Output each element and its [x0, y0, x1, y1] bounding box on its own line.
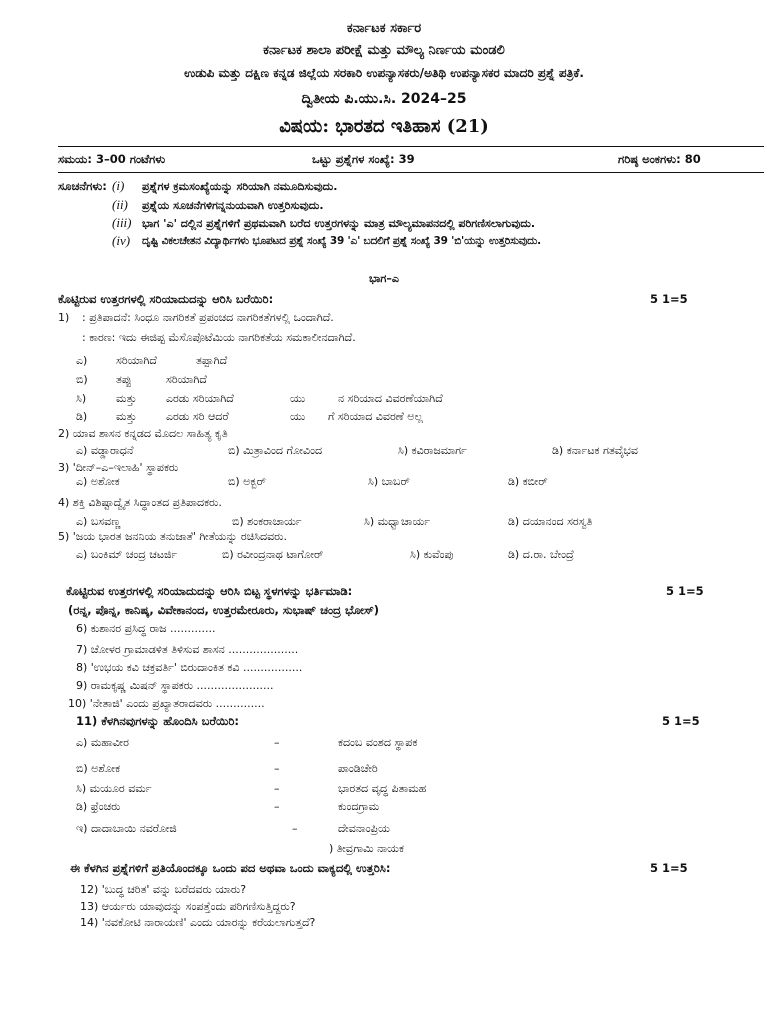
instruction-text: ದೃಷ್ಟಿ ವಿಕಲಚೇತನ ವಿದ್ಯಾರ್ಥಿಗಳು ಭೂಪಟದ ಪ್ರಶ್ನೆ ಸಂಖ್ಯೆ 39 'ಎ' ಬದಲಿಗೆ ಪ್ರಶ್ನೆ ಸಂಖ್ಯೆ 39 'ಬಿ'ಯನ್ನು ಉತ್ತರಿಸುವುದು.	[142, 235, 541, 247]
match-right: ಕುಂದಗ್ರಾಮ	[338, 800, 380, 813]
option-text: ಯು	[290, 410, 306, 423]
part-a-title: ಭಾಗ–ಎ	[369, 272, 399, 285]
reason-text: : ಕಾರಣ: ಇದು ಈಜಿಪ್ಟ ಮೆಸೊಪೊಟೆಮಿಯ ನಾಗರಿಕತೆಯ ಸಮಕಾಲೀನದಾಗಿದೆ.	[82, 331, 356, 344]
short-answer-question: 13) ಆರ್ಯರು ಯಾವುದನ್ನು ಸಂಪತ್ತೆಂದು ಪರಿಗಣಿಸುತ್ತಿದ್ದರು?	[80, 900, 296, 913]
option-a: ಎ) ವಡ್ಡಾರಾಧನೆ	[76, 444, 134, 457]
match-left: ಡಿ) ಫ್ರೆಂಚರು	[76, 800, 121, 813]
option-label: ಡಿ)	[76, 410, 88, 423]
option-text: ಯು	[290, 392, 306, 405]
option-text: ಸರಿಯಾಗಿದೆ	[116, 354, 157, 367]
question-text: 4) ಶಕ್ತಿ ವಿಶಿಷ್ಟಾದ್ವೈತ ಸಿದ್ಧಾಂತದ ಪ್ರತಿಪಾದಕರು.	[58, 496, 222, 509]
option-label: ಸಿ)	[76, 392, 87, 405]
subject-title: ವಿಷಯ: ಭಾರತದ ಇತಿಹಾಸ (21)	[279, 116, 489, 137]
option-text: ಗೆ ಸರಿಯಾದ ವಿವರಣೆ ಅಲ್ಲ	[328, 410, 423, 423]
option-c: ಸಿ) ಮಧ್ವಾಚಾರ್ಯ	[364, 515, 430, 528]
option-d: ಡಿ) ದಯಾನಂದ ಸರಸ್ವತಿ	[508, 515, 593, 528]
fill-blank-question: 8) 'ಉಭಯ ಕವಿ ಚಕ್ರವರ್ತಿ' ಬಿರುದಾಂಕಿತ ಕವಿ .................	[76, 661, 303, 674]
option-b: ಬಿ) ರವೀಂದ್ರನಾಥ ಟಾಗೋರ್	[222, 548, 324, 561]
section-marks: 5 1=5	[650, 292, 688, 306]
short-answer-question: 14) 'ನವಕೋಟಿ ನಾರಾಯಣಿ' ಎಂದು ಯಾರನ್ನು ಕರೆಯಲಾಗುತ್ತದೆ?	[80, 916, 316, 929]
option-c: ಸಿ) ಬಾಬರ್	[368, 475, 410, 488]
option-c: ಸಿ) ಕುವೆಂಪು	[410, 548, 454, 561]
question-text: 3) 'ದೀನ್–ಎ–ಇಲಾಹಿ' ಸ್ಥಾಪಕರು	[58, 461, 179, 474]
option-c: ಸಿ) ಕವಿರಾಜಮಾರ್ಗ	[398, 444, 467, 457]
answer-options: (ರನ್ನ, ಪೊನ್ನ, ಕಾನಿಷ್ಕ, ವಿವೇಕಾನಂದ, ಉತ್ತರಮೇರೂರು, ಸುಭಾಷ್ ಚಂದ್ರ ಭೋಸ್)	[68, 603, 380, 617]
match-right: ಭಾರತದ ವೃದ್ಧ ಪಿತಾಮಹ	[338, 782, 427, 795]
instruction-text: ಭಾಗ 'ಎ' ದಲ್ಲಿನ ಪ್ರಶ್ನೆಗಳಿಗೆ ಪ್ರಥಮವಾಗಿ ಬರೆದ ಉತ್ತರಗಳನ್ನು ಮಾತ್ರ ಮೌಲ್ಯಮಾಪನದಲ್ಲಿ ಪರಿಗಣಿಸಲಾಗುವುದು.	[142, 217, 536, 230]
match-right: ದೇವನಾಂಪ್ರಿಯ	[338, 822, 390, 835]
match-extra-option: ) ತೀವ್ರಗಾಮಿ ನಾಯಕ	[329, 842, 404, 855]
instruction-num: (i)	[112, 178, 125, 193]
option-text: ಎರಡು ಸರಿ ಆದರೆ	[166, 410, 229, 423]
meta-divider	[58, 172, 764, 173]
match-dash: –	[292, 822, 298, 835]
board-title: ಕರ್ನಾಟಕ ಶಾಲಾ ಪರೀಕ್ಷೆ ಮತ್ತು ಮೌಲ್ಯ ನಿರ್ಣಯ ಮಂಡಲಿ	[263, 43, 505, 58]
question-text: 2) ಯಾವ ಶಾಸನ ಕನ್ನಡದ ಮೊದಲ ಸಾಹಿತ್ಯ ಕೃತಿ	[58, 427, 228, 440]
option-b: ಬಿ) ಮಿತ್ರಾವಿಂದ ಗೋವಿಂದ	[228, 444, 323, 457]
match-dash: –	[274, 762, 280, 775]
instruction-text: ಪ್ರಶ್ನೆಗಳ ಕ್ರಮಸಂಖ್ಯೆಯನ್ನು ಸರಿಯಾಗಿ ನಮೂದಿಸುವುದು.	[142, 180, 338, 193]
option-text: ಮತ್ತು	[116, 410, 137, 423]
match-right: ಪಾಂಡಿಚೇರಿ	[338, 762, 378, 775]
instruction-text: ಪ್ರಶ್ನೆಯ ಸೂಚನೆಗಳಿಗನ್ನನುಯವಾಗಿ ಉತ್ತರಿಸುವುದು.	[142, 199, 324, 212]
max-marks: ಗರಿಷ್ಠ ಅಂಕಗಳು: 80	[618, 152, 701, 166]
section-heading: ಕೊಟ್ಟಿರುವ ಉತ್ತರಗಳಲ್ಲಿ ಸರಿಯಾದುದನ್ನು ಆರಿಸಿ ಬಿಟ್ಟ ಸ್ಥಳಗಳನ್ನು ಭರ್ತಿಮಾಡಿ:	[66, 584, 353, 598]
option-text: ಮತ್ತು	[116, 392, 137, 405]
match-left: ಇ) ದಾದಾಬಾಯಿ ನವರೋಜಿ	[76, 822, 177, 835]
question-number: 1)	[58, 311, 70, 324]
option-b: ಬಿ) ಅಕ್ಬರ್	[228, 475, 267, 488]
instruction-num: (iv)	[112, 233, 131, 248]
match-left: ಎ) ಮಹಾವೀರ	[76, 736, 129, 749]
instruction-num: (iii)	[112, 215, 132, 230]
section-heading: ಕೊಟ್ಟಿರುವ ಉತ್ತರಗಳಲ್ಲಿ ಸರಿಯಾದುದನ್ನು ಆರಿಸಿ ಬರೆಯಿರಿ:	[58, 292, 274, 306]
option-d: ಡಿ) ಕಬೀರ್	[508, 475, 548, 488]
top-divider	[58, 146, 764, 147]
fill-blank-question: 6) ಕುಶಾನರ ಪ್ರಸಿದ್ಧ ರಾಜ .............	[76, 622, 216, 635]
district-title: ಉಡುಪಿ ಮತ್ತು ದಕ್ಷಿಣ ಕನ್ನಡ ಜಿಲ್ಲೆಯ ಸರಕಾರಿ ಉಪನ್ಯಾಸಕರು/ಅತಿಥಿ ಉಪನ್ಯಾಸಕರ ಮಾದರಿ ಪ್ರಶ್ನೆ ಪತ್ರಿಕೆ.	[184, 66, 584, 80]
option-text: ಎರಡು ಸರಿಯಾಗಿದೆ	[166, 392, 234, 405]
exam-year: ದ್ವಿತೀಯ ಪಿ.ಯು.ಸಿ. 2024–25	[301, 91, 467, 107]
option-a: ಎ) ಬಸವಣ್ಣ	[76, 515, 121, 528]
match-right: ಕದಂಬ ವಂಶದ ಸ್ಥಾಪಕ	[338, 736, 418, 749]
fill-blank-question: 7) ಚೋಳರ ಗ್ರಾಮಾಡಳಿತ ತಿಳಿಸುವ ಶಾಸನ ....................	[76, 643, 299, 656]
match-left: ಬಿ) ಅಶೋಕ	[76, 762, 121, 775]
match-dash: –	[274, 736, 280, 749]
instructions-label: ಸೂಚನೆಗಳು:	[58, 179, 107, 193]
option-d: ಡಿ) ಕರ್ನಾಟಕ ಗತವೈಭವ	[552, 444, 638, 457]
exam-duration: ಸಮಯ: 3–00 ಗಂಟೆಗಳು	[58, 152, 166, 166]
fill-blank-question: 9) ರಾಮಕೃಷ್ಣ ಮಿಷನ್ ಸ್ಥಾಪಕರು ......................	[76, 679, 274, 692]
option-d: ಡಿ) ದ.ರಾ. ಬೇಂದ್ರೆ	[508, 548, 575, 561]
section-heading: ಈ ಕೆಳಗಿನ ಪ್ರಶ್ನೆಗಳಿಗೆ ಪ್ರತಿಯೊಂದಕ್ಕೂ ಒಂದು ಪದ ಅಥವಾ ಒಂದು ವಾಕ್ಯದಲ್ಲಿ ಉತ್ತರಿಸಿ:	[70, 861, 391, 875]
match-dash: –	[274, 800, 280, 813]
section-marks: 5 1=5	[666, 584, 704, 598]
section-heading: 11) ಕೆಳಗಿನವುಗಳನ್ನು ಹೊಂದಿಸಿ ಬರೆಯಿರಿ:	[76, 714, 240, 728]
option-a: ಎ) ಬಂಕಿಮ್ ಚಂದ್ರ ಚಟರ್ಜಿ	[76, 548, 178, 561]
match-left: ಸಿ) ಮಯೂರ ವರ್ಮ	[76, 782, 152, 795]
instruction-num: (ii)	[112, 197, 128, 212]
option-a: ಎ) ಅಶೋಕ	[76, 475, 120, 488]
option-label: ಎ)	[76, 354, 88, 367]
option-label: ಬಿ)	[76, 373, 88, 386]
section-marks: 5 1=5	[662, 714, 700, 728]
short-answer-question: 12) 'ಬುದ್ಧ ಚರಿತ' ವನ್ನು ಬರೆದವರು ಯಾರು?	[80, 883, 247, 896]
option-b: ಬಿ) ಶಂಕರಾಚಾರ್ಯ	[232, 515, 302, 528]
match-dash: –	[274, 782, 280, 795]
option-text: ಸರಿಯಾಗಿದೆ	[166, 373, 207, 386]
option-text: ನ ಸರಿಯಾದ ವಿವರಣೆಯಾಗಿದೆ	[338, 392, 443, 405]
government-title: ಕರ್ನಾಟಕ ಸರ್ಕಾರ	[346, 21, 422, 36]
total-questions: ಒಟ್ಟು ಪ್ರಶ್ನೆಗಳ ಸಂಖ್ಯೆ: 39	[312, 152, 415, 166]
assertion-text: : ಪ್ರತಿಪಾದನೆ: ಸಿಂಧೂ ನಾಗರಿಕತೆ ಪ್ರಪಂಚದ ನಾಗರಿಕತೆಗಳಲ್ಲಿ ಒಂದಾಗಿದೆ.	[82, 311, 334, 324]
option-text: ತಪ್ಪಾಗಿದೆ	[196, 354, 228, 367]
option-text: ತಪ್ಪು	[116, 373, 132, 386]
section-marks: 5 1=5	[650, 861, 688, 875]
question-text: 5) 'ಜಯ ಭಾರತ ಜನನಿಯ ತನುಜಾತೆ' ಗೀತೆಯನ್ನು ರಚಿಸಿದವರು.	[58, 530, 287, 543]
fill-blank-question: 10) 'ನೇತಾಜಿ' ಎಂದು ಪ್ರಖ್ಯಾತರಾದವರು ..............	[68, 697, 265, 710]
